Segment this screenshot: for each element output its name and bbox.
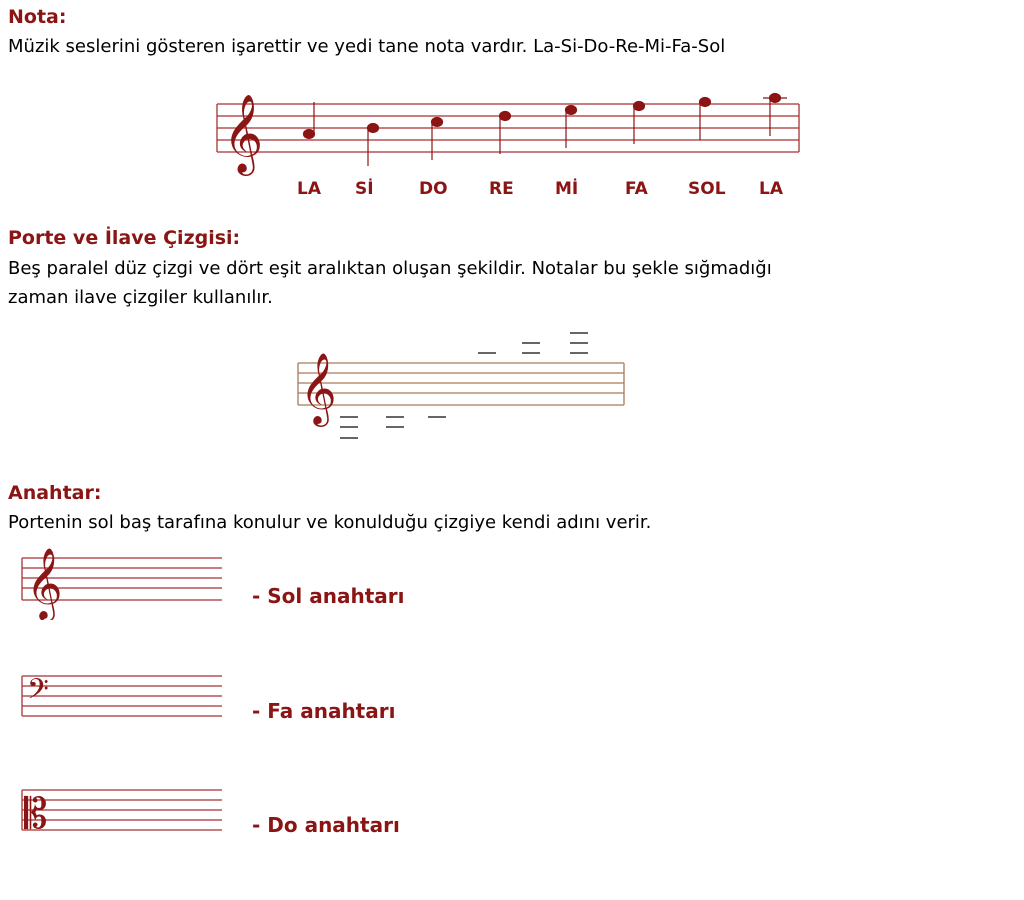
note-name-label: LA (297, 179, 321, 199)
sol-clef-staff (18, 540, 228, 620)
note-la (304, 102, 315, 139)
note-name-label: RE (489, 179, 514, 199)
note-si (368, 124, 379, 167)
do-clef-label: - Do anahtarı (252, 813, 400, 837)
note-do (432, 118, 443, 161)
note-name-label: DO (419, 179, 448, 199)
porte-staff-lines (298, 363, 624, 405)
note-name-labels (297, 177, 784, 199)
nota-heading: Nota: (8, 6, 67, 28)
treble-clef-icon: 𝄞 (26, 546, 63, 619)
sol-clef-label: - Sol anahtarı (252, 584, 405, 608)
bass-clef-icon: 𝄢 (27, 673, 49, 713)
note-name-label: SOL (688, 179, 726, 199)
note-staff-lines (217, 104, 799, 152)
note-name-label: Mİ (555, 179, 579, 199)
note-name-label: LA (759, 179, 783, 199)
note-name-label: FA (625, 179, 648, 199)
fa-clef-staff (18, 670, 228, 722)
note-mi (566, 106, 577, 149)
note-sol (700, 98, 711, 141)
porte-description-line2: zaman ilave çizgiler kullanılır. (8, 287, 273, 308)
treble-clef-icon: 𝄞 (223, 94, 264, 173)
do-clef-staff (18, 784, 228, 836)
note-fa (634, 102, 645, 145)
anahtar-description: Portenin sol baş tarafına konulur ve konulduğu çizgiye kendi adını verir. (8, 512, 652, 533)
treble-clef-icon: 𝄞 (300, 351, 337, 424)
note-staff-diagram (205, 88, 815, 203)
note-re (500, 112, 511, 155)
porte-heading: Porte ve İlave Çizgisi: (8, 227, 241, 249)
fa-clef-label: - Fa anahtarı (252, 699, 396, 723)
ledger-lines (340, 333, 588, 438)
note-name-label: Sİ (355, 179, 374, 199)
ledger-lines-diagram (290, 325, 635, 450)
alto-clef-icon: 𝄡 (24, 789, 48, 836)
note-la-high (763, 94, 787, 137)
porte-description-line1: Beş paralel düz çizgi ve dört eşit aralıktan oluşan şekildir. Notalar bu şekle sığmadığı (8, 258, 772, 279)
nota-description: Müzik seslerini gösteren işarettir ve yedi tane nota vardır. La-Si-Do-Re-Mi-Fa-Sol (8, 36, 726, 57)
anahtar-heading: Anahtar: (8, 482, 102, 504)
